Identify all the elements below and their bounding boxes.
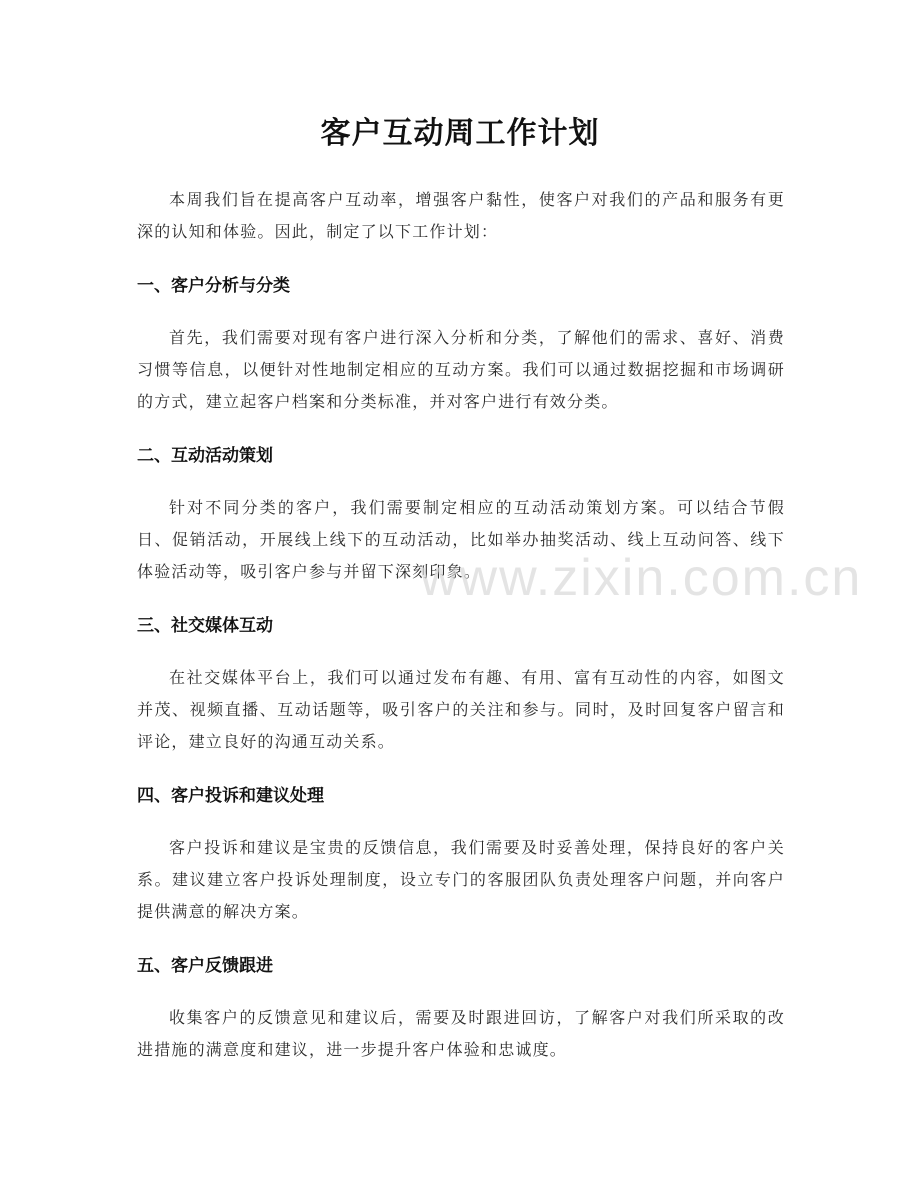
watermark-text: www.zixin.com.cn [420,549,863,607]
document-body [137,184,785,1066]
section-body-3: 在社交媒体平台上，我们可以通过发布有趣、有用、富有互动性的内容，如图文并茂、视频直播、互动话题等，吸引客户的关注和参与。同时，及时回复客户留言和评论，建立良好的沟通互动关系。 [137,668,785,751]
section-body-4: 客户投诉和建议是宝贵的反馈信息，我们需要及时妥善处理，保持良好的客户关系。建议建立客户投诉处理制度，设立专门的客服团队负责处理客户问题，并向客户提供满意的解决方案。 [137,838,785,921]
section-heading-4: 四、客户投诉和建议处理 [137,786,324,806]
section-heading-3: 三、社交媒体互动 [137,616,273,636]
section-body-1: 首先，我们需要对现有客户进行深入分析和分类，了解他们的需求、喜好、消费习惯等信息，以便针对性地制定相应的互动方案。我们可以通过数据挖掘和市场调研的方式，建立起客户档案和分类标准，并对客户进行有效分类。 [137,328,785,411]
section-heading-1: 一、客户分析与分类 [137,276,290,296]
section-body-2: 针对不同分类的客户，我们需要制定相应的互动活动策划方案。可以结合节假日、促销活动，开展线上线下的互动活动，比如举办抽奖活动、线上互动问答、线下体验活动等，吸引客户参与并留下深刻印象。 [137,498,785,581]
section-heading-2: 二、互动活动策划 [137,446,273,466]
section-heading-5: 五、客户反馈跟进 [137,956,273,976]
intro-paragraph: 本周我们旨在提高客户互动率，增强客户黏性，使客户对我们的产品和服务有更深的认知和体验。因此，制定了以下工作计划： [137,190,785,241]
page-title: 客户互动周工作计划 [320,116,600,151]
section-body-5: 收集客户的反馈意见和建议后，需要及时跟进回访，了解客户对我们所采取的改进措施的满意度和建议，进一步提升客户体验和忠诚度。 [137,1008,785,1059]
